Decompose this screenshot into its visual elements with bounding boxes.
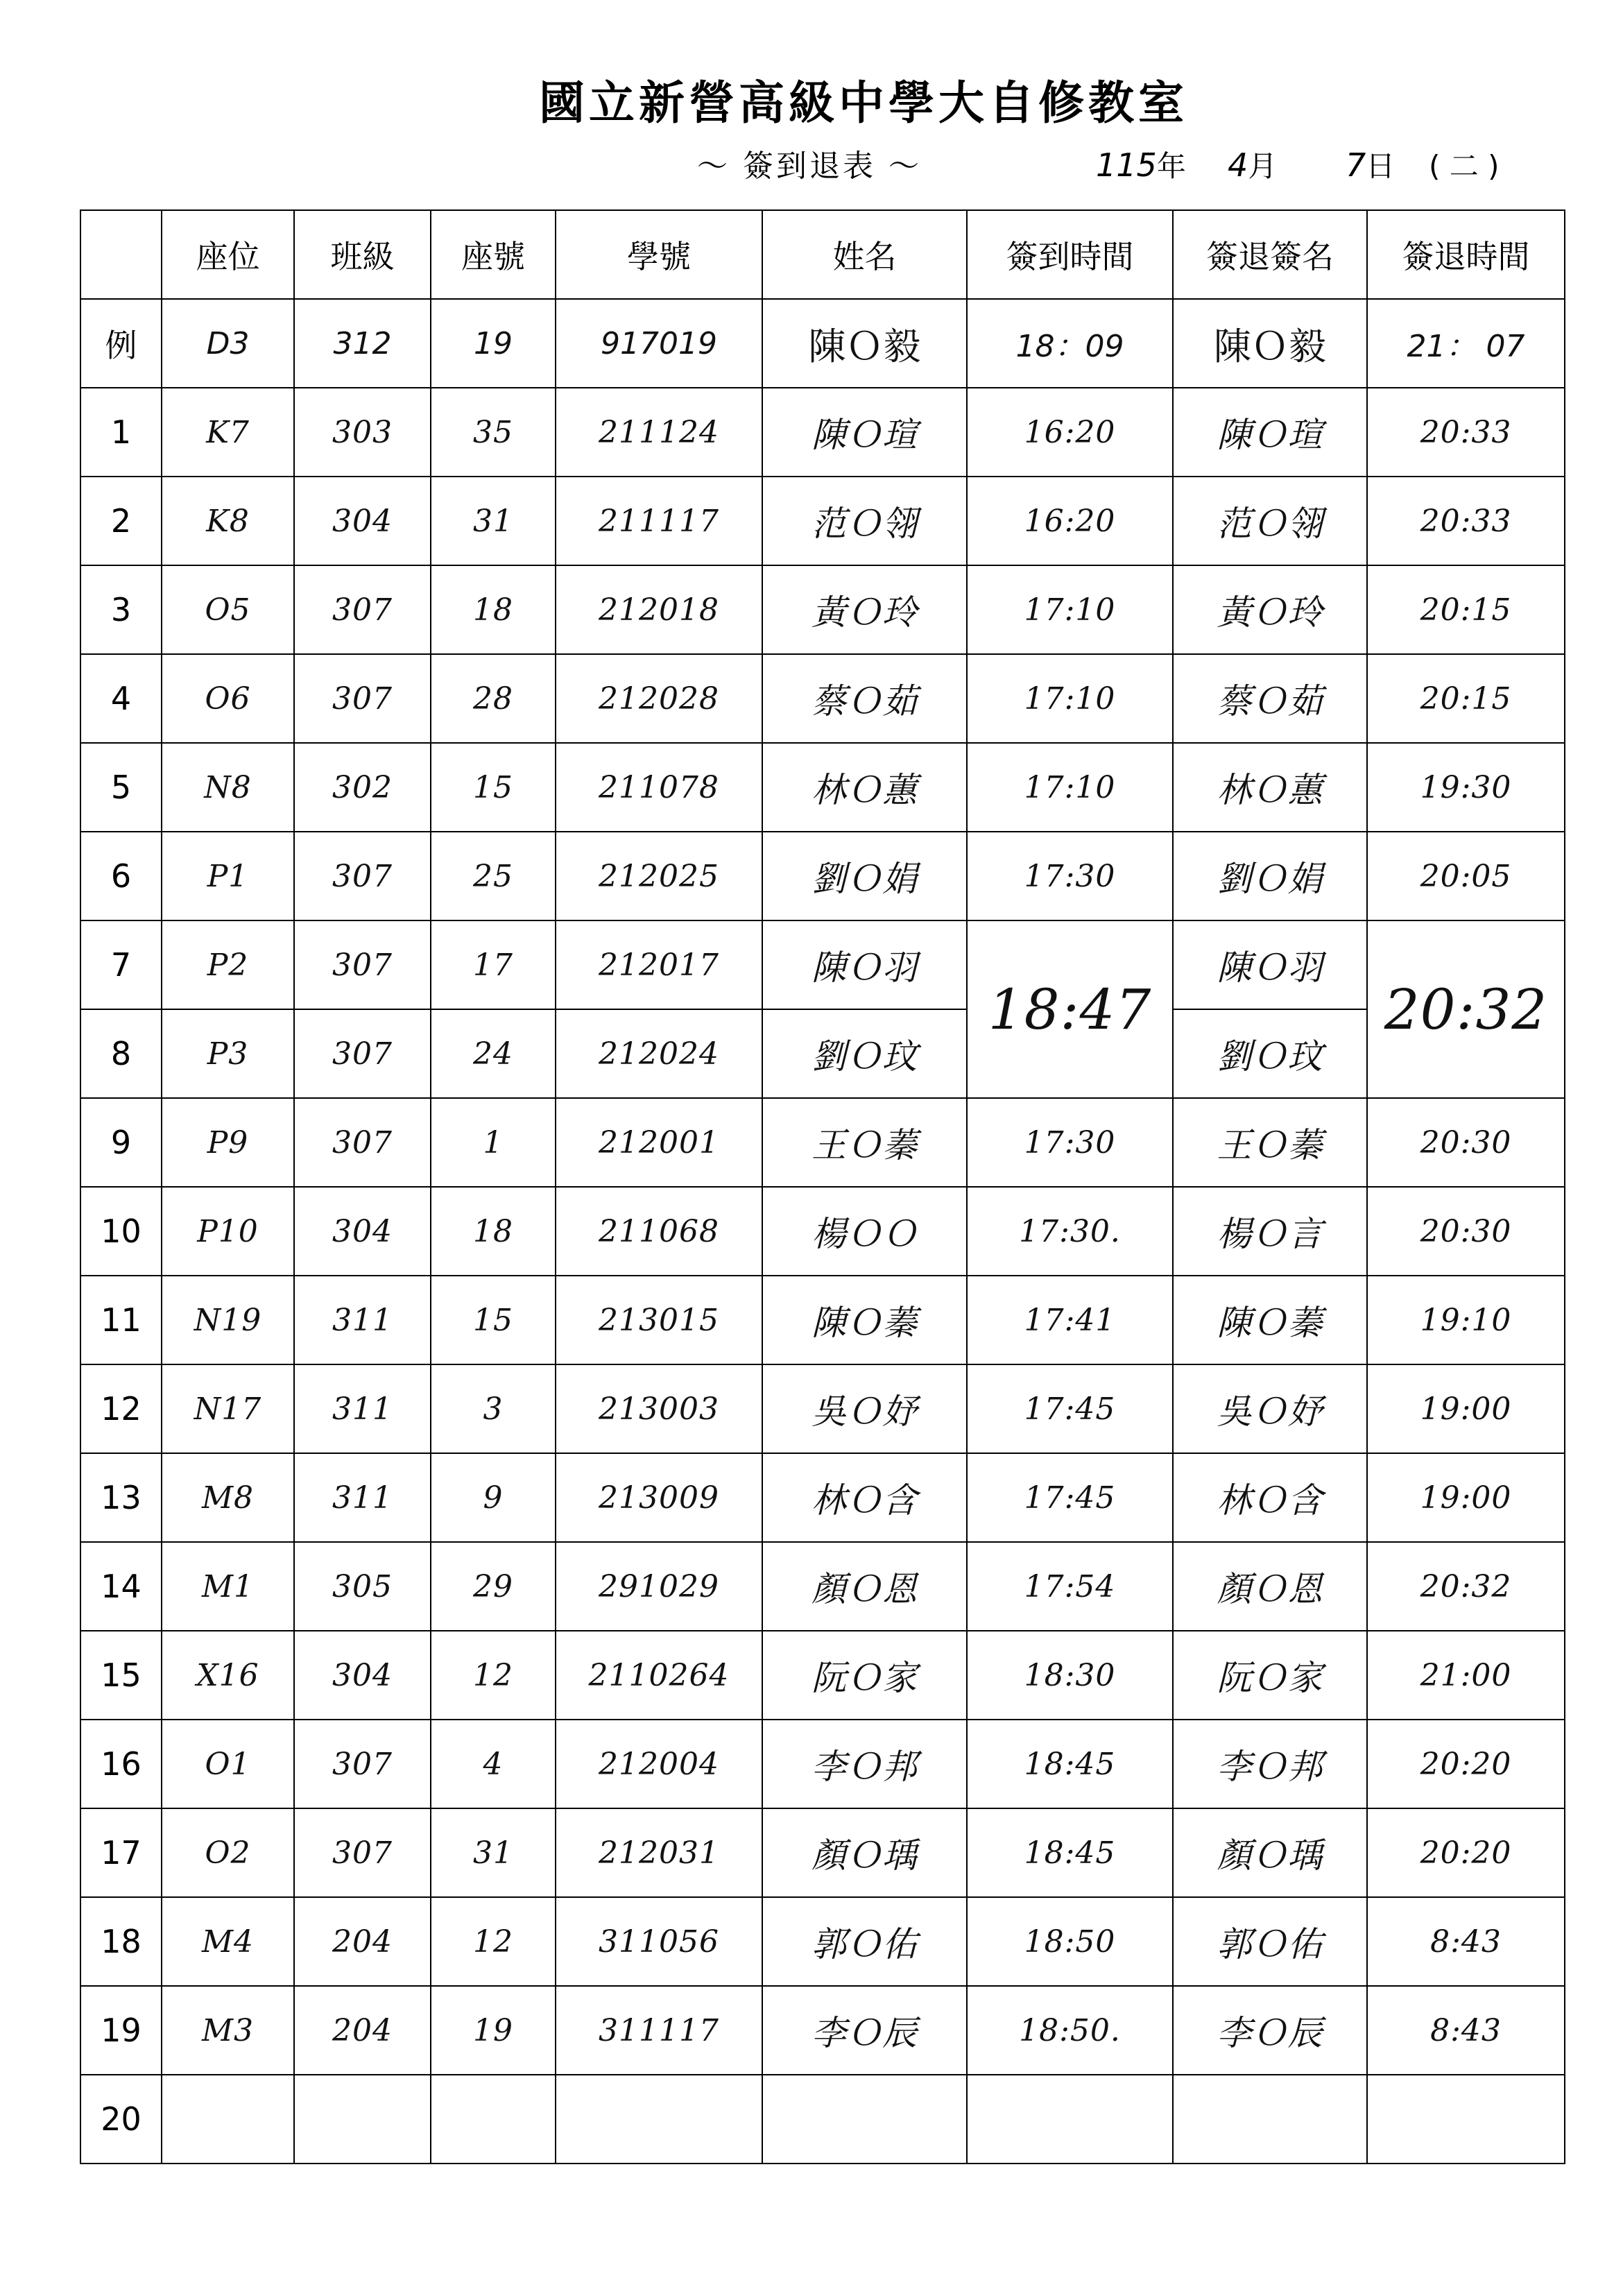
cell-seat-no[interactable]: 31	[431, 1808, 556, 1897]
col-header-rownum	[80, 210, 162, 299]
row-number: 4	[80, 654, 162, 743]
cell-student-id[interactable]: 212001	[556, 1098, 762, 1187]
date-year-unit: 年	[1156, 149, 1186, 183]
cell-checkin-time[interactable]: 17:10	[967, 654, 1173, 743]
cell-checkin-time[interactable]: 17:41	[967, 1276, 1173, 1364]
cell-name[interactable]: 劉Ｏ玟	[762, 1009, 967, 1098]
cell-name[interactable]: 李Ｏ辰	[762, 1986, 967, 2075]
cell-checkout-signature[interactable]: 范Ｏ翎	[1173, 477, 1367, 565]
example-label: 例	[80, 299, 162, 388]
example-checkout-signature: 陳Ｏ毅	[1173, 299, 1367, 388]
cell-checkout-time[interactable]: 19:00	[1367, 1453, 1565, 1542]
cell-checkout-time[interactable]: 20:30	[1367, 1098, 1565, 1187]
cell-student-id[interactable]: 212004	[556, 1720, 762, 1808]
table-row	[80, 1631, 1565, 1720]
example-row	[80, 299, 1565, 388]
example-class: 312	[294, 299, 431, 388]
cell-student-id[interactable]: 311056	[556, 1897, 762, 1986]
cell-name[interactable]: 楊ＯＯ	[762, 1187, 967, 1276]
cell-checkout-signature[interactable]: 顏Ｏ瑀	[1173, 1808, 1367, 1897]
cell-checkin-time[interactable]: 17:45	[967, 1364, 1173, 1453]
cell-seat[interactable]: P2	[162, 920, 294, 1009]
col-header-checkout-time: 簽退時間	[1367, 210, 1565, 299]
cell-checkout-signature[interactable]: 郭Ｏ佑	[1173, 1897, 1367, 1986]
cell-seat-no[interactable]: 31	[431, 477, 556, 565]
cell-class[interactable]: 307	[294, 1009, 431, 1098]
cell-seat-no[interactable]: 9	[431, 1453, 556, 1542]
cell-class[interactable]: 311	[294, 1453, 431, 1542]
date-month	[1228, 144, 1277, 187]
date-day	[1346, 144, 1395, 187]
cell-class[interactable]	[294, 2075, 431, 2164]
cell-student-id[interactable]: 213009	[556, 1453, 762, 1542]
cell-seat[interactable]: O2	[162, 1808, 294, 1897]
cell-checkin-time[interactable]: 17:10	[967, 565, 1173, 654]
cell-student-id[interactable]: 211124	[556, 388, 762, 477]
cell-checkin-time[interactable]: 18:30	[967, 1631, 1173, 1720]
cell-seat[interactable]: M8	[162, 1453, 294, 1542]
cell-class[interactable]: 307	[294, 1808, 431, 1897]
cell-checkin-time[interactable]: 17:54	[967, 1542, 1173, 1631]
cell-name[interactable]: 林Ｏ含	[762, 1453, 967, 1542]
cell-seat[interactable]: N8	[162, 743, 294, 832]
row-number: 11	[80, 1276, 162, 1364]
cell-seat[interactable]: M4	[162, 1897, 294, 1986]
cell-seat-no[interactable]: 18	[431, 1187, 556, 1276]
cell-seat-no[interactable]: 4	[431, 1720, 556, 1808]
cell-seat[interactable]: O5	[162, 565, 294, 654]
date-year	[1096, 144, 1186, 187]
cell-checkin-time[interactable]	[967, 920, 1173, 1098]
date-weekday	[1429, 144, 1499, 187]
cell-student-id[interactable]: 2110264	[556, 1631, 762, 1720]
signin-table	[80, 209, 1565, 2164]
cell-seat[interactable]: M3	[162, 1986, 294, 2075]
row-number: 20	[80, 2075, 162, 2164]
row-number: 15	[80, 1631, 162, 1720]
date-day-value: 7	[1346, 146, 1366, 184]
cell-seat[interactable]: M1	[162, 1542, 294, 1631]
cell-name[interactable]: 陳Ｏ羽	[762, 920, 967, 1009]
cell-seat-no[interactable]: 1	[431, 1098, 556, 1187]
cell-checkout-time[interactable]: 19:10	[1367, 1276, 1565, 1364]
row-number: 7	[80, 920, 162, 1009]
cell-checkout-time[interactable]: 8:43	[1367, 1986, 1565, 2075]
cell-seat-no[interactable]: 28	[431, 654, 556, 743]
row-number: 13	[80, 1453, 162, 1542]
cell-checkout-signature[interactable]: 顏Ｏ恩	[1173, 1542, 1367, 1631]
cell-seat[interactable]: P9	[162, 1098, 294, 1187]
row-number: 3	[80, 565, 162, 654]
date-weekday-value: ( 二 )	[1429, 149, 1500, 183]
table-row	[80, 1897, 1565, 1986]
cell-checkout-signature[interactable]: 林Ｏ含	[1173, 1453, 1367, 1542]
cell-checkout-time[interactable]: 20:32	[1367, 1542, 1565, 1631]
cell-checkin-time[interactable]: 18:50.	[967, 1986, 1173, 2075]
cell-seat-no[interactable]: 17	[431, 920, 556, 1009]
cell-checkout-time[interactable]: 19:30	[1367, 743, 1565, 832]
cell-seat-no[interactable]: 15	[431, 1276, 556, 1364]
cell-checkout-signature[interactable]: 王Ｏ蓁	[1173, 1098, 1367, 1187]
col-header-seat: 座位	[162, 210, 294, 299]
cell-seat-no[interactable]: 12	[431, 1631, 556, 1720]
table-header-row	[80, 210, 1565, 299]
table-row	[80, 1808, 1565, 1897]
cell-class[interactable]: 304	[294, 477, 431, 565]
cell-checkout-time[interactable]: 21:00	[1367, 1631, 1565, 1720]
cell-seat-no[interactable]: 24	[431, 1009, 556, 1098]
table-row	[80, 654, 1565, 743]
cell-class[interactable]: 307	[294, 1098, 431, 1187]
table-row	[80, 743, 1565, 832]
row-number: 18	[80, 1897, 162, 1986]
table-row	[80, 1276, 1565, 1364]
row-number: 9	[80, 1098, 162, 1187]
cell-class[interactable]: 307	[294, 920, 431, 1009]
cell-checkout-signature[interactable]: 楊Ｏ言	[1173, 1187, 1367, 1276]
cell-class[interactable]: 204	[294, 1986, 431, 2075]
row-number: 16	[80, 1720, 162, 1808]
cell-checkin-time[interactable]: 17:45	[967, 1453, 1173, 1542]
cell-seat[interactable]: P3	[162, 1009, 294, 1098]
cell-student-id[interactable]: 212025	[556, 832, 762, 920]
form-subtitle: ～ 簽到退表 ～	[697, 148, 922, 184]
cell-seat-no[interactable]: 15	[431, 743, 556, 832]
cell-seat[interactable]: N19	[162, 1276, 294, 1364]
cell-class[interactable]: 311	[294, 1276, 431, 1364]
cell-seat-no[interactable]: 35	[431, 388, 556, 477]
cell-checkout-signature[interactable]: 劉Ｏ娟	[1173, 832, 1367, 920]
cell-name[interactable]: 蔡Ｏ茹	[762, 654, 967, 743]
cell-class[interactable]: 204	[294, 1897, 431, 1986]
cell-class[interactable]: 303	[294, 388, 431, 477]
table-row	[80, 1364, 1565, 1453]
cell-checkin-time[interactable]: 18:50	[967, 1897, 1173, 1986]
example-checkout-time: 21： 07	[1367, 299, 1565, 388]
cell-checkout-time[interactable]: 20:15	[1367, 654, 1565, 743]
date-month-unit: 月	[1248, 149, 1278, 183]
cell-name[interactable]: 吳Ｏ妤	[762, 1364, 967, 1453]
cell-seat[interactable]	[162, 2075, 294, 2164]
merged-checkout-time: 20:32	[1384, 977, 1548, 1042]
table-row	[80, 920, 1565, 1009]
cell-seat-no[interactable]: 12	[431, 1897, 556, 1986]
cell-seat[interactable]: N17	[162, 1364, 294, 1453]
cell-checkin-time[interactable]: 17:30	[967, 832, 1173, 920]
row-number: 8	[80, 1009, 162, 1098]
cell-student-id[interactable]	[556, 2075, 762, 2164]
example-seat-no: 19	[431, 299, 556, 388]
cell-seat-no[interactable]: 29	[431, 1542, 556, 1631]
cell-name[interactable]: 王Ｏ蓁	[762, 1098, 967, 1187]
cell-checkout-signature[interactable]: 李Ｏ辰	[1173, 1986, 1367, 2075]
cell-checkout-time[interactable]: 19:00	[1367, 1364, 1565, 1453]
cell-student-id[interactable]: 213003	[556, 1364, 762, 1453]
table-row	[80, 1453, 1565, 1542]
row-number: 17	[80, 1808, 162, 1897]
cell-seat[interactable]: P10	[162, 1187, 294, 1276]
cell-class[interactable]: 302	[294, 743, 431, 832]
cell-checkout-signature[interactable]: 陳Ｏ蓁	[1173, 1276, 1367, 1364]
table-row	[80, 1098, 1565, 1187]
cell-seat-no[interactable]: 25	[431, 832, 556, 920]
row-number: 6	[80, 832, 162, 920]
cell-student-id[interactable]: 211078	[556, 743, 762, 832]
cell-checkin-time[interactable]: 18:45	[967, 1720, 1173, 1808]
cell-checkin-time[interactable]	[967, 2075, 1173, 2164]
table-row	[80, 1720, 1565, 1808]
cell-student-id[interactable]: 311117	[556, 1986, 762, 2075]
example-checkin-time: 18：09	[967, 299, 1173, 388]
cell-class[interactable]: 304	[294, 1631, 431, 1720]
table-row	[80, 1009, 1565, 1098]
cell-seat-no[interactable]: 19	[431, 1986, 556, 2075]
table-row	[80, 832, 1565, 920]
cell-class[interactable]: 304	[294, 1187, 431, 1276]
row-number: 12	[80, 1364, 162, 1453]
merged-checkin-time: 18:47	[988, 977, 1152, 1042]
cell-name[interactable]: 陳Ｏ蓁	[762, 1276, 967, 1364]
table-row	[80, 2075, 1565, 2164]
cell-checkout-signature[interactable]: 李Ｏ邦	[1173, 1720, 1367, 1808]
col-header-class: 班級	[294, 210, 431, 299]
cell-checkin-time[interactable]: 18:45	[967, 1808, 1173, 1897]
col-header-checkin-time: 簽到時間	[967, 210, 1173, 299]
cell-seat-no[interactable]	[431, 2075, 556, 2164]
cell-class[interactable]: 307	[294, 832, 431, 920]
cell-student-id[interactable]: 212028	[556, 654, 762, 743]
table-row	[80, 565, 1565, 654]
cell-class[interactable]: 305	[294, 1542, 431, 1631]
cell-checkout-time[interactable]	[1367, 920, 1565, 1098]
cell-seat-no[interactable]: 3	[431, 1364, 556, 1453]
cell-checkout-time[interactable]: 8:43	[1367, 1897, 1565, 1986]
cell-student-id[interactable]: 211068	[556, 1187, 762, 1276]
cell-name[interactable]: 黃Ｏ玲	[762, 565, 967, 654]
cell-student-id[interactable]: 212031	[556, 1808, 762, 1897]
cell-seat[interactable]: O6	[162, 654, 294, 743]
cell-checkin-time[interactable]: 16:20	[967, 477, 1173, 565]
cell-name[interactable]: 阮Ｏ家	[762, 1631, 967, 1720]
cell-checkout-signature[interactable]: 劉Ｏ玟	[1173, 1009, 1367, 1098]
cell-name[interactable]: 林Ｏ蕙	[762, 743, 967, 832]
date-day-unit: 日	[1366, 149, 1396, 183]
cell-checkin-time[interactable]: 17:30	[967, 1098, 1173, 1187]
cell-seat[interactable]: X16	[162, 1631, 294, 1720]
cell-student-id[interactable]: 211117	[556, 477, 762, 565]
table-row	[80, 1986, 1565, 2075]
date-year-value: 115	[1096, 146, 1157, 184]
cell-student-id[interactable]: 213015	[556, 1276, 762, 1364]
cell-checkout-time[interactable]: 20:20	[1367, 1808, 1565, 1897]
cell-class[interactable]: 311	[294, 1364, 431, 1453]
cell-checkout-time[interactable]: 20:30	[1367, 1187, 1565, 1276]
cell-seat[interactable]: K8	[162, 477, 294, 565]
table-row	[80, 1187, 1565, 1276]
row-number: 10	[80, 1187, 162, 1276]
cell-name[interactable]: 劉Ｏ娟	[762, 832, 967, 920]
table-row	[80, 1542, 1565, 1631]
col-header-name: 姓名	[762, 210, 967, 299]
cell-checkout-signature[interactable]: 陳Ｏ羽	[1173, 920, 1367, 1009]
col-header-checkout-signature: 簽退簽名	[1173, 210, 1367, 299]
table-row	[80, 388, 1565, 477]
cell-checkout-signature[interactable]: 蔡Ｏ茹	[1173, 654, 1367, 743]
cell-seat[interactable]: O1	[162, 1720, 294, 1808]
cell-checkout-signature[interactable]	[1173, 2075, 1367, 2164]
cell-name[interactable]: 顏Ｏ瑀	[762, 1808, 967, 1897]
cell-student-id[interactable]: 291029	[556, 1542, 762, 1631]
cell-name[interactable]: 李Ｏ邦	[762, 1720, 967, 1808]
cell-checkin-time[interactable]: 17:10	[967, 743, 1173, 832]
cell-checkin-time[interactable]: 16:20	[967, 388, 1173, 477]
cell-checkout-time[interactable]	[1367, 2075, 1565, 2164]
form-title: 國立新營高級中學大自修教室	[539, 76, 1188, 130]
cell-name[interactable]	[762, 2075, 967, 2164]
table-row	[80, 477, 1565, 565]
cell-checkout-signature[interactable]: 阮Ｏ家	[1173, 1631, 1367, 1720]
cell-checkout-signature[interactable]: 林Ｏ蕙	[1173, 743, 1367, 832]
cell-checkout-signature[interactable]: 黃Ｏ玲	[1173, 565, 1367, 654]
row-number: 5	[80, 743, 162, 832]
cell-checkout-signature[interactable]: 陳Ｏ瑄	[1173, 388, 1367, 477]
cell-name[interactable]: 范Ｏ翎	[762, 477, 967, 565]
cell-checkout-signature[interactable]: 吳Ｏ妤	[1173, 1364, 1367, 1453]
cell-student-id[interactable]: 212018	[556, 565, 762, 654]
cell-name[interactable]: 郭Ｏ佑	[762, 1897, 967, 1986]
cell-checkin-time[interactable]: 17:30.	[967, 1187, 1173, 1276]
example-name: 陳Ｏ毅	[762, 299, 967, 388]
cell-checkout-time[interactable]: 20:20	[1367, 1720, 1565, 1808]
cell-checkout-time[interactable]: 20:33	[1367, 388, 1565, 477]
date-month-value: 4	[1228, 146, 1248, 184]
row-number: 1	[80, 388, 162, 477]
cell-name[interactable]: 顏Ｏ恩	[762, 1542, 967, 1631]
row-number: 19	[80, 1986, 162, 2075]
col-header-student-id: 學號	[556, 210, 762, 299]
cell-class[interactable]: 307	[294, 654, 431, 743]
cell-checkout-time[interactable]: 20:15	[1367, 565, 1565, 654]
cell-student-id[interactable]: 212024	[556, 1009, 762, 1098]
cell-class[interactable]: 307	[294, 565, 431, 654]
cell-checkout-time[interactable]: 20:33	[1367, 477, 1565, 565]
row-number: 2	[80, 477, 162, 565]
cell-student-id[interactable]: 212017	[556, 920, 762, 1009]
cell-seat-no[interactable]: 18	[431, 565, 556, 654]
example-student-id: 917019	[556, 299, 762, 388]
cell-checkout-time[interactable]: 20:05	[1367, 832, 1565, 920]
cell-class[interactable]: 307	[294, 1720, 431, 1808]
example-seat: D3	[162, 299, 294, 388]
cell-name[interactable]: 陳Ｏ瑄	[762, 388, 967, 477]
col-header-seat-no: 座號	[431, 210, 556, 299]
row-number: 14	[80, 1542, 162, 1631]
cell-seat[interactable]: K7	[162, 388, 294, 477]
cell-seat[interactable]: P1	[162, 832, 294, 920]
